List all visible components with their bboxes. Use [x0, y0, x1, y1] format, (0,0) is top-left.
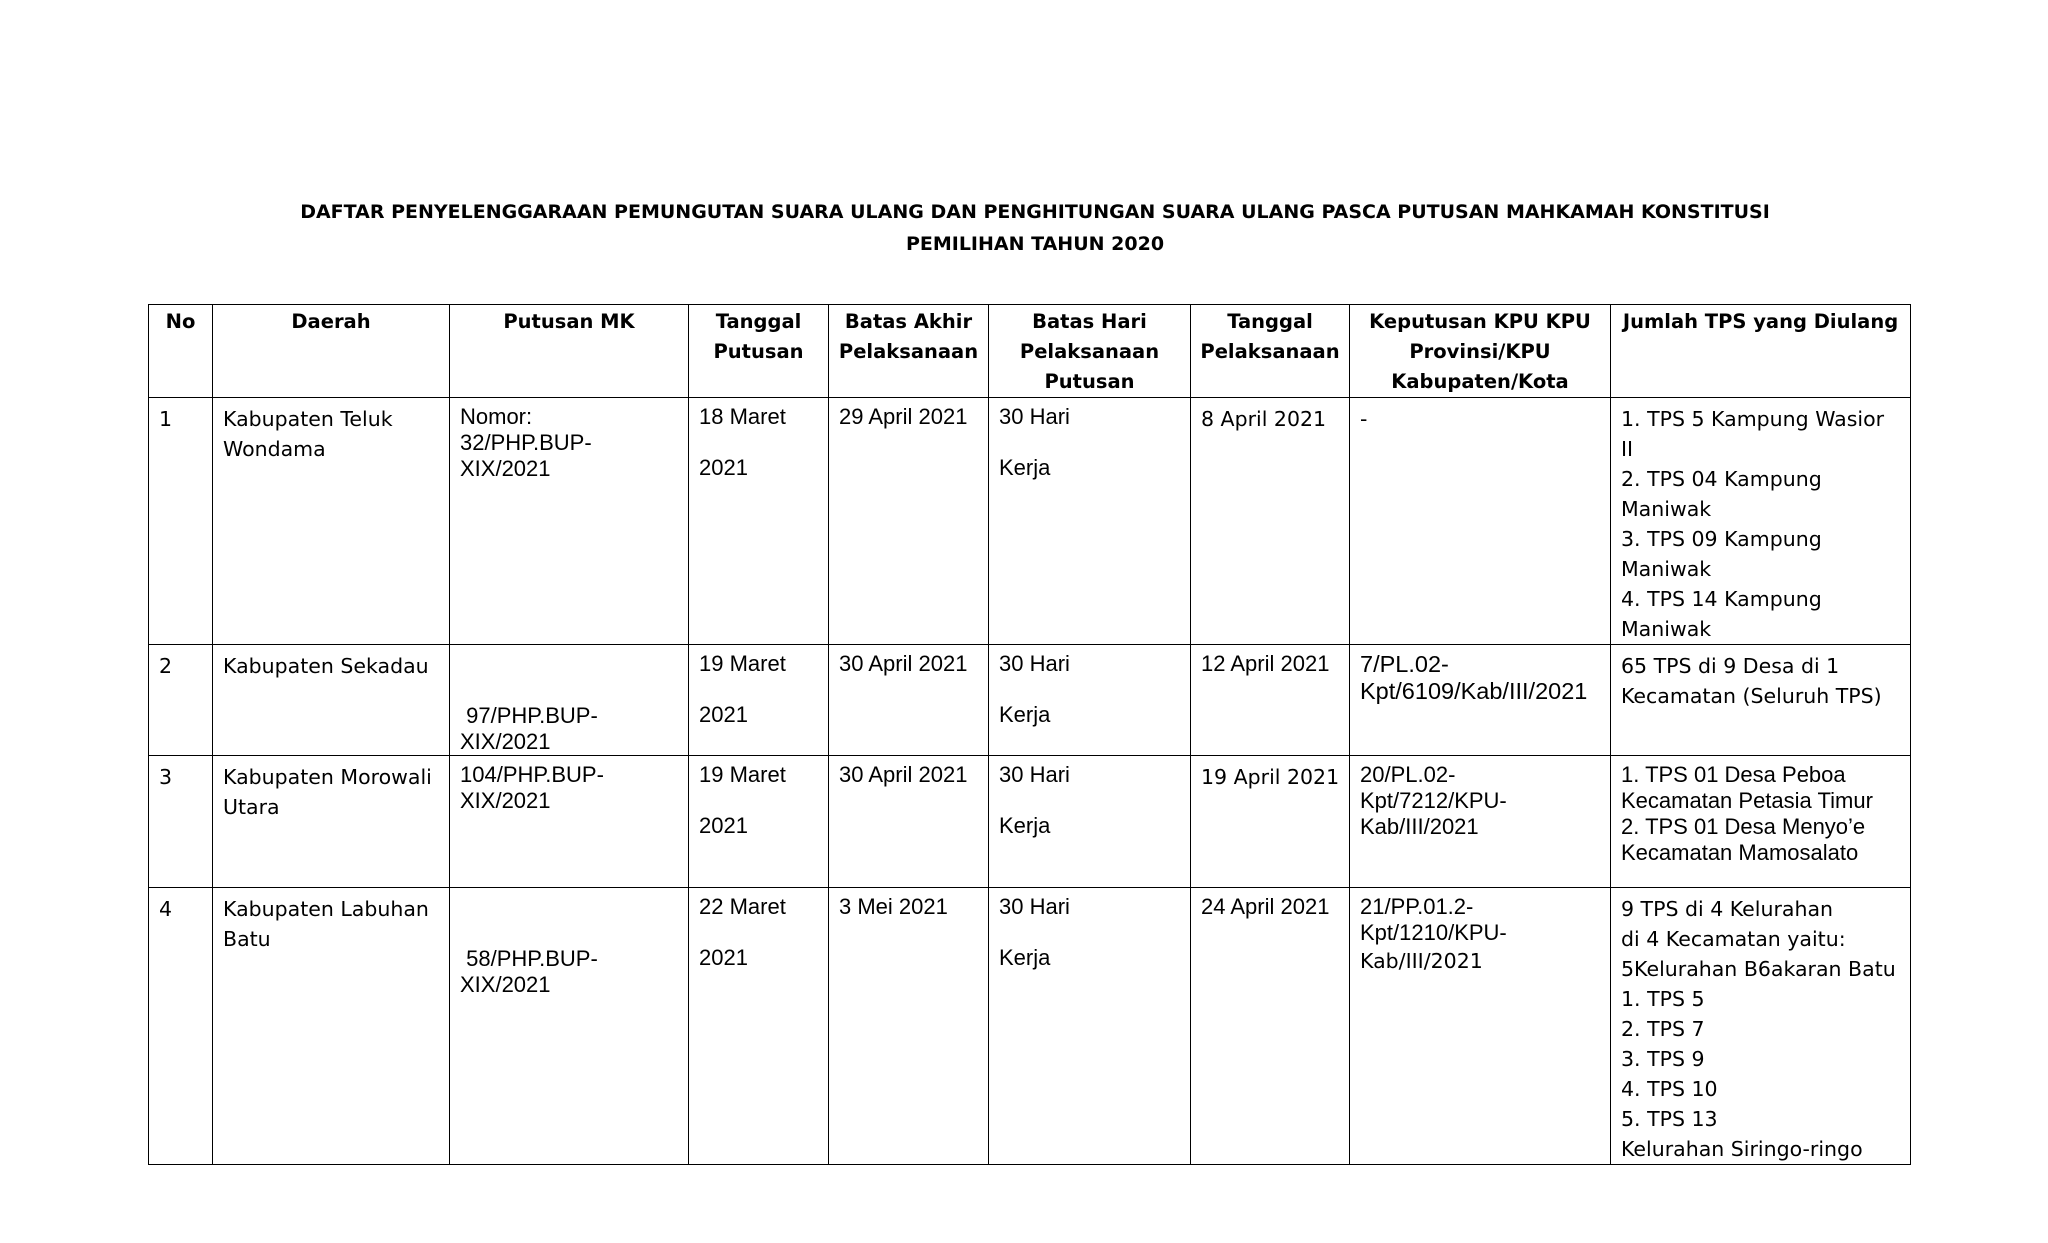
table-header-row — [149, 305, 1911, 398]
table-row — [149, 888, 1911, 1165]
cell-batas-hari: 30 Hari Kerja — [989, 756, 1191, 888]
header-keputusan-kpu: Keputusan KPU KPU Provinsi/KPU Kabupaten/Kota — [1350, 305, 1611, 398]
cell-batas-akhir: 30 April 2021 — [829, 645, 989, 756]
title-line-1: DAFTAR PENYELENGGARAAN PEMUNGUTAN SUARA ULANG DAN PENGHITUNGAN SUARA ULANG PASCA PUTUSAN MAHKAMAH KONSTITUSI — [300, 201, 1770, 223]
cell-tanggal-pelaksanaan: 12 April 2021 — [1191, 645, 1350, 756]
cell-batas-hari: 30 Hari Kerja — [989, 398, 1191, 645]
cell-no: 1 — [149, 398, 213, 645]
cell-no: 2 — [149, 645, 213, 756]
table-row — [149, 756, 1911, 888]
cell-keputusan-kpu — [1350, 398, 1611, 645]
cell-batas-hari: 30 Hari Kerja — [989, 645, 1191, 756]
cell-tanggal-pelaksanaan: 24 April 2021 — [1191, 888, 1350, 1165]
header-no: No — [149, 305, 213, 398]
cell-tanggal-pelaksanaan: 19 April 2021 — [1191, 756, 1350, 888]
cell-no: 4 — [149, 888, 213, 1165]
cell-daerah: Kabupaten Sekadau — [213, 645, 450, 756]
cell-tanggal-putusan: 19 Maret 2021 — [689, 645, 829, 756]
cell-jumlah-tps: 65 TPS di 9 Desa di 1 Kecamatan (Seluruh TPS) — [1611, 645, 1911, 756]
cell-daerah: Kabupaten Labuhan Batu — [213, 888, 450, 1165]
header-tanggal-putusan: Tanggal Putusan — [689, 305, 829, 398]
cell-no: 3 — [149, 756, 213, 888]
header-batas-akhir: Batas Akhir Pelaksanaan — [829, 305, 989, 398]
header-jumlah-tps: Jumlah TPS yang Diulang — [1611, 305, 1911, 398]
header-putusan-mk: Putusan MK — [450, 305, 689, 398]
cell-tanggal-putusan: 22 Maret 2021 — [689, 888, 829, 1165]
cell-daerah: Kabupaten Teluk Wondama — [213, 398, 450, 645]
cell-jumlah-tps: 9 TPS di 4 Kelurahan di 4 Kecamatan yaitu: 5Kelurahan B6akaran Batu 1. TPS 5 2. TPS 7 3. TPS 9 4. TPS 10 5. TPS 13 Kelurahan Siringo-ringo — [1611, 888, 1911, 1165]
cell-tanggal-pelaksanaan: 8 April 2021 — [1191, 398, 1350, 645]
cell-daerah: Kabupaten Morowali Utara — [213, 756, 450, 888]
cell-batas-akhir: 3 Mei 2021 — [829, 888, 989, 1165]
dash-mark: - — [1360, 407, 1368, 431]
pemungutan-suara-ulang-table — [148, 304, 1911, 1165]
cell-jumlah-tps: 1. TPS 5 Kampung Wasior II 2. TPS 04 Kampung Maniwak 3. TPS 09 Kampung Maniwak 4. TPS 14 Kampung Maniwak — [1611, 398, 1911, 645]
cell-putusan-mk: Nomor: 32/PHP.BUP- XIX/2021 — [450, 398, 689, 645]
header-batas-hari: Batas Hari Pelaksanaan Putusan — [989, 305, 1191, 398]
table-row — [149, 645, 1911, 756]
table-row — [149, 398, 1911, 645]
cell-jumlah-tps: 1. TPS 01 Desa Peboa Kecamatan Petasia Timur 2. TPS 01 Desa Menyo’e Kecamatan Mamosalato — [1611, 756, 1911, 888]
document-title — [150, 196, 1920, 260]
title-line-2: PEMILIHAN TAHUN 2020 — [905, 233, 1165, 255]
cell-keputusan-kpu: 20/PL.02- Kpt/7212/KPU- Kab/III/2021 — [1350, 756, 1611, 888]
cell-putusan-mk: 97/PHP.BUP- XIX/2021 — [450, 645, 689, 756]
cell-putusan-mk: 104/PHP.BUP- XIX/2021 — [450, 756, 689, 888]
header-daerah: Daerah — [213, 305, 450, 398]
cell-keputusan-kpu: 21/PP.01.2- Kpt/1210/KPU- Kab/III/2021 — [1350, 888, 1611, 1165]
cell-tanggal-putusan: 18 Maret 2021 — [689, 398, 829, 645]
cell-keputusan-kpu: 7/PL.02- Kpt/6109/Kab/III/2021 — [1350, 645, 1611, 756]
cell-putusan-mk: 58/PHP.BUP- XIX/2021 — [450, 888, 689, 1165]
cell-batas-akhir: 30 April 2021 — [829, 756, 989, 888]
header-tanggal-pelaksanaan: Tanggal Pelaksanaan — [1191, 305, 1350, 398]
cell-batas-hari: 30 Hari Kerja — [989, 888, 1191, 1165]
cell-batas-akhir: 29 April 2021 — [829, 398, 989, 645]
cell-tanggal-putusan: 19 Maret 2021 — [689, 756, 829, 888]
